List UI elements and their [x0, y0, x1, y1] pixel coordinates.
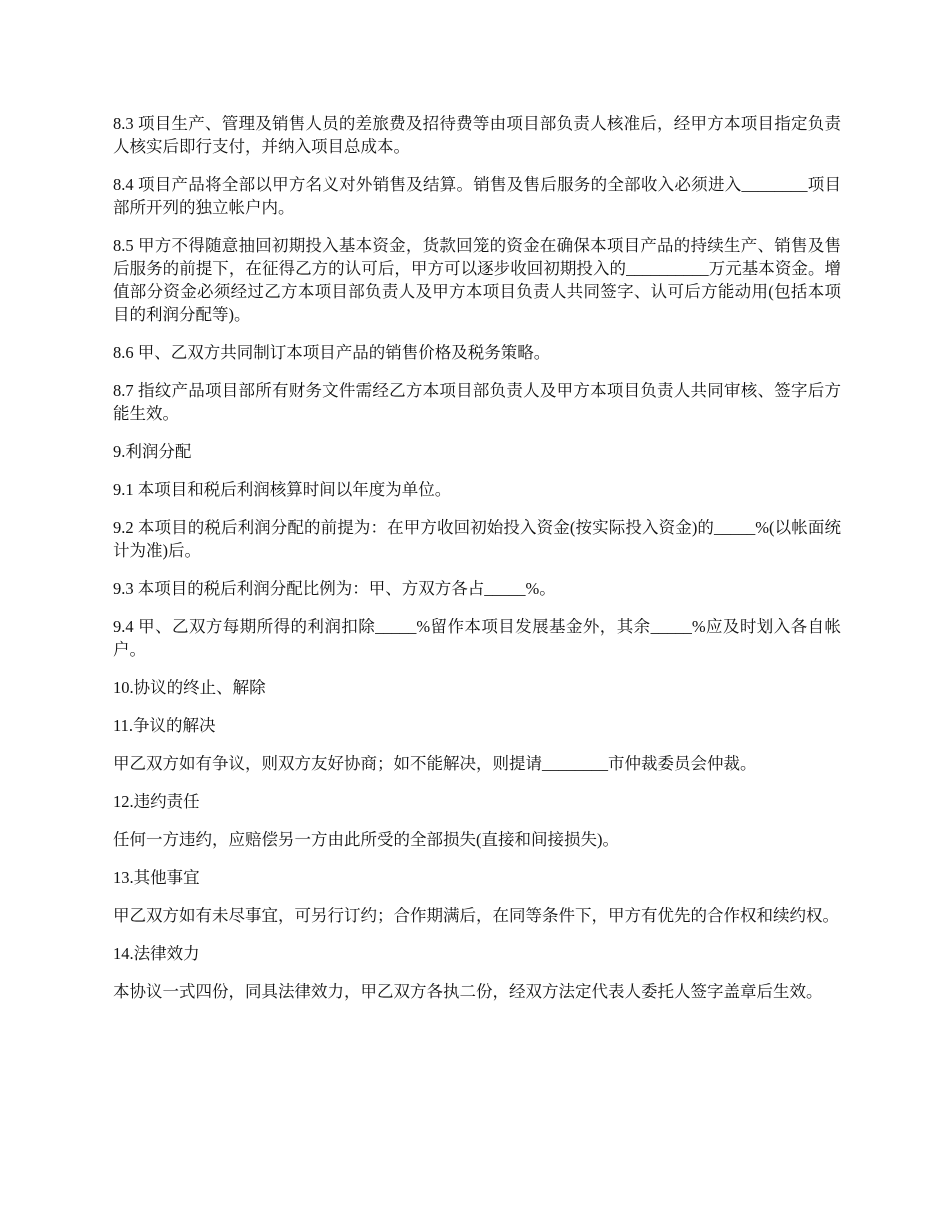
- clause-13-body: 甲乙双方如有未尽事宜，可另行订约；合作期满后，在同等条件下，甲方有优先的合作权和续约权。: [113, 906, 839, 925]
- section-heading-11: 11.争议的解决: [113, 716, 216, 735]
- section-heading-14: 14.法律效力: [113, 944, 200, 963]
- section-heading-12: 12.违约责任: [113, 792, 200, 811]
- clause-9-3: 9.3 本项目的税后利润分配比例为：甲、方双方各占_____%。: [113, 579, 556, 598]
- clause-8-3: 8.3 项目生产、管理及销售人员的差旅费及招待费等由项目部负责人核准后，经甲方本项目指定负责人核实后即行支付，并纳入项目总成本。: [113, 114, 841, 156]
- section-heading-9: 9.利润分配: [113, 442, 192, 461]
- document-page: [113, 112, 841, 1018]
- clause-8-6: 8.6 甲、乙双方共同制订本项目产品的销售价格及税务策略。: [113, 343, 551, 362]
- section-heading-13: 13.其他事宜: [113, 868, 200, 887]
- clause-11-body: 甲乙双方如有争议，则双方友好协商；如不能解决，则提请________市仲裁委员会仲裁。: [113, 754, 757, 773]
- clause-14-body: 本协议一式四份，同具法律效力，甲乙双方各执二份，经双方法定代表人委托人签字盖章后生效。: [113, 982, 823, 1001]
- clause-12-body: 任何一方违约，应赔偿另一方由此所受的全部损失(直接和间接损失)。: [113, 830, 619, 849]
- section-heading-10: 10.协议的终止、解除: [113, 678, 266, 697]
- clause-8-7: 8.7 指纹产品项目部所有财务文件需经乙方本项目部负责人及甲方本项目负责人共同审核、签字后方能生效。: [113, 381, 841, 423]
- clause-8-5: 8.5 甲方不得随意抽回初期投入基本资金，货款回笼的资金在确保本项目产品的持续生产、销售及售后服务的前提下，在征得乙方的认可后，甲方可以逐步收回初期投入的__________万元基本资金。增值部分资金必须经过乙方本项目部负责人及甲方本项目负责人共同签字、认可后方能动用(包括本项目的利润分配等)。: [113, 236, 841, 324]
- clause-9-1: 9.1 本项目和税后利润核算时间以年度为单位。: [113, 480, 452, 499]
- clause-9-4: 9.4 甲、乙双方每期所得的利润扣除_____%留作本项目发展基金外，其余_____%应及时划入各自帐户。: [113, 617, 841, 659]
- clause-9-2: 9.2 本项目的税后利润分配的前提为：在甲方收回初始投入资金(按实际投入资金)的_____%(以帐面统计为准)后。: [113, 518, 841, 560]
- clause-8-4: 8.4 项目产品将全部以甲方名义对外销售及结算。销售及售后服务的全部收入必须进入________项目部所开列的独立帐户内。: [113, 175, 841, 217]
